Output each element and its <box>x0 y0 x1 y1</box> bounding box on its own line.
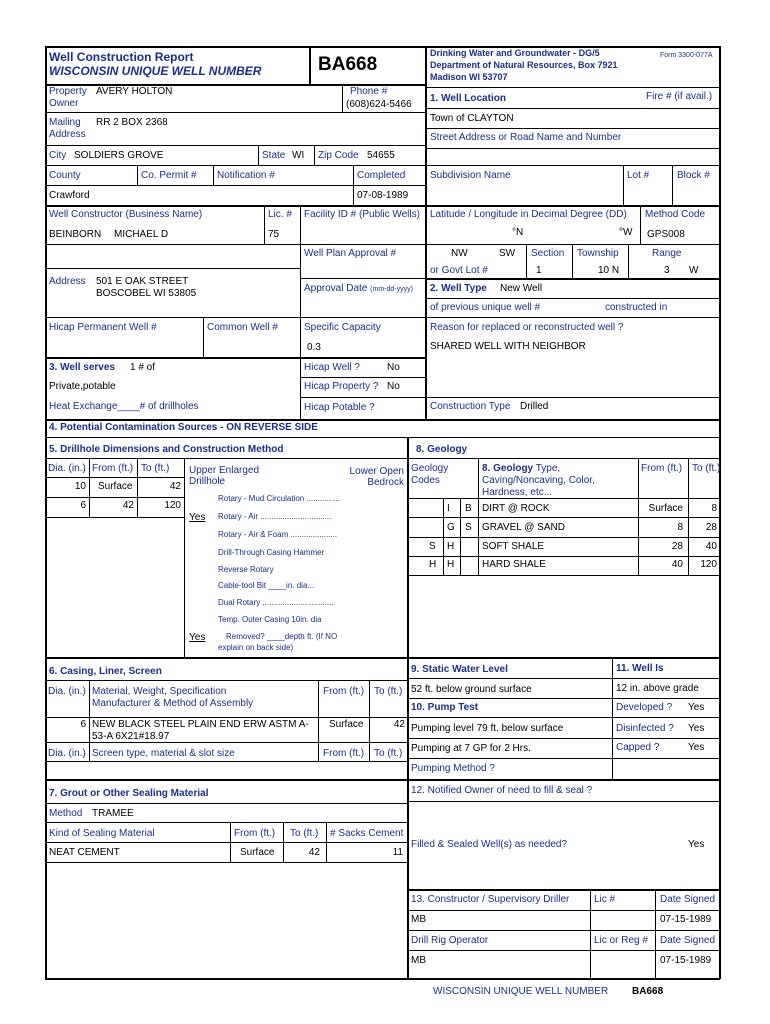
drillhole-to: 42 <box>169 481 181 492</box>
phone-label: Phone # <box>350 86 388 97</box>
grout-from-label: From (ft.) <box>234 828 276 839</box>
well-location-title: 1. Well Location <box>430 93 506 104</box>
capped-label: Capped ? <box>616 742 660 753</box>
geology-to-label: To (ft.) <box>692 463 721 474</box>
method-rotary-mud: Rotary - Mud Circulation ............... <box>218 494 340 503</box>
grout-from: Surface <box>240 847 275 858</box>
casing-material: NEW BLACK STEEL PLAIN END ERW ASTM A- <box>92 719 309 730</box>
common-well-label: Common Well # <box>207 322 278 333</box>
disinfected-label: Disinfected ? <box>616 723 674 734</box>
grout-to: 42 <box>308 847 320 858</box>
upper-enlarged-label-2: Drillhole <box>189 476 226 487</box>
casing-dia-label: Dia. (in.) <box>48 686 86 697</box>
geology-code-1: H <box>429 559 437 570</box>
lic: 75 <box>268 229 280 240</box>
drillhole-dia: 6 <box>80 500 86 511</box>
agency-line2: Department of Natural Resources, Box 7921 <box>430 60 618 70</box>
lower-open-label: Lower Open <box>349 466 404 477</box>
form-subtitle: WISCONSIN UNIQUE WELL NUMBER <box>49 64 262 78</box>
geology-to: 120 <box>700 559 717 570</box>
method-casing-hammer: Drill-Through Casing Hammer <box>218 548 325 557</box>
casing-dia: 6 <box>80 719 86 730</box>
range-direction: W <box>689 265 699 276</box>
township-value: 10 N <box>598 265 620 276</box>
static-level: 52 ft. below ground surface <box>411 684 532 695</box>
section-label: Section <box>531 248 565 259</box>
footer-well-number: BA668 <box>632 986 664 997</box>
construction-type: Drilled <box>520 401 549 412</box>
upper-enlarged-label: Upper Enlarged <box>189 465 260 476</box>
geology-to: 28 <box>705 522 717 533</box>
method-code-label: Method Code <box>645 209 706 220</box>
constructor-address-1: 501 E OAK STREET <box>96 276 189 287</box>
constructed-in-label: constructed in <box>605 302 668 313</box>
constructor-driller: MB <box>411 914 426 925</box>
drillhole-title: 5. Drillhole Dimensions and Construction Method <box>49 444 284 455</box>
city-label: City <box>49 150 67 161</box>
date-signed: 07-15-1989 <box>660 914 712 925</box>
geology-type-label-3: Hardness, etc... <box>482 487 553 498</box>
lot-label: Lot # <box>627 170 650 181</box>
pumping-rate: Pumping at 7 GP for 2 Hrs. <box>411 743 531 754</box>
construction-type-label: Construction Type <box>430 401 511 412</box>
phone: (608)624-5466 <box>346 99 412 110</box>
hicap-property: No <box>387 381 400 392</box>
range-label: Range <box>652 248 682 259</box>
mailing-label-2: Address <box>49 129 86 140</box>
reason-label: Reason for replaced or reconstructed well ? <box>430 322 624 333</box>
city: SOLDIERS GROVE <box>74 150 164 161</box>
casing-from-label: From (ft.) <box>323 686 365 697</box>
approval-date-label: Approval Date (mm-dd-yyyy) <box>304 283 413 294</box>
drill-to-label: To (ft.) <box>141 463 170 474</box>
method-reverse-rotary: Reverse Rotary <box>218 565 274 574</box>
method-rotary-air-foam: Rotary - Air & Foam ..................... <box>218 530 338 539</box>
grout-method-label: Method <box>49 808 83 819</box>
zip: 54655 <box>367 150 395 161</box>
lower-open-label-2: Bedrock <box>367 477 404 488</box>
method-temp-casing: Temp. Outer Casing 10in. dia <box>218 615 322 624</box>
casing-material-label-2: Manufacturer & Method of Assembly <box>92 698 254 709</box>
constructor-address-2: BOSCOBEL WI 53805 <box>96 288 197 299</box>
well-number: BA668 <box>318 54 378 75</box>
grout-method: TRAMEE <box>92 808 134 819</box>
casing-material-2: 53-A 6X21#18.97 <box>92 731 170 742</box>
geology-from: Surface <box>648 503 683 514</box>
previous-well-label: of previous unique well # <box>430 302 541 313</box>
signoff-lic-label: Lic # <box>594 894 616 905</box>
pumping-method-label: Pumping Method ? <box>411 763 495 774</box>
well-is-value: 12 in. above grade <box>616 683 699 694</box>
property-owner-label-2: Owner <box>49 98 79 109</box>
completed-date: 07-08-1989 <box>357 190 409 201</box>
latlong-label: Latitude / Longitude in Decimal Degree (DD) <box>430 209 627 220</box>
casing-to-label: To (ft.) <box>374 686 403 697</box>
screen-label: Screen type, material & slot size <box>92 748 235 759</box>
geology-desc: HARD SHALE <box>482 559 546 570</box>
sacks-label: # Sacks Cement <box>330 828 404 839</box>
range-value: 3 <box>664 265 670 276</box>
constructor-name-2: MICHAEL D <box>114 229 169 240</box>
footer-label: WISCONSIN UNIQUE WELL NUMBER <box>433 986 609 997</box>
pumping-level: Pumping level 79 ft. below surface <box>411 723 564 734</box>
method-rotary-air: Rotary - Air ................................ <box>218 512 332 521</box>
grout-to-label: To (ft.) <box>290 828 319 839</box>
fire-label: Fire # (if avail.) <box>646 91 713 102</box>
casing-title: 6. Casing, Liner, Screen <box>49 666 162 677</box>
well-is-title: 11. Well Is <box>616 663 664 674</box>
property-owner-label: Property <box>49 86 87 97</box>
geology-to: 40 <box>705 541 717 552</box>
method-rotary-air-mark: Yes <box>189 512 206 523</box>
county-label: County <box>49 170 81 181</box>
well-serves-type: Private,potable <box>49 381 116 392</box>
developed-label: Developed ? <box>616 702 673 713</box>
drillhole-from: 42 <box>122 500 134 511</box>
geology-code-3: B <box>465 503 472 514</box>
geology-desc: SOFT SHALE <box>482 541 545 552</box>
co-permit-label: Co. Permit # <box>141 170 197 181</box>
quarter-sw: SW <box>499 248 516 259</box>
township-label: Township <box>577 248 619 259</box>
mailing-label: Mailing <box>49 117 81 128</box>
property-owner: AVERY HOLTON <box>96 86 173 97</box>
well-serves-count: 1 # of <box>130 362 156 373</box>
sealing-kind: NEAT CEMENT <box>49 847 120 858</box>
plan-approval-label: Well Plan Approval # <box>304 248 397 259</box>
method-dual-rotary: Dual Rotary ................................ <box>218 598 334 607</box>
hicap-permanent-label: Hicap Permanent Well # <box>49 322 157 333</box>
county: Crawford <box>49 190 90 201</box>
hicap-well: No <box>387 362 400 373</box>
screen-to-label: To (ft.) <box>374 748 403 759</box>
contamination-title: 4. Potential Contamination Sources - ON REVERSE SIDE <box>49 422 318 433</box>
pump-test-title: 10. Pump Test <box>411 702 479 713</box>
geology-type-label: 8. Geology Type, <box>482 463 561 474</box>
geology-code-2: H <box>447 541 455 552</box>
screen-from-label: From (ft.) <box>323 748 365 759</box>
screen-dia-label: Dia. (in.) <box>48 748 86 759</box>
rig-operator: MB <box>411 955 426 966</box>
state-label: State <box>262 150 286 161</box>
geology-type-label-2: Caving/Noncaving, Color, <box>482 475 595 486</box>
filled-sealed: Yes <box>688 839 705 850</box>
quarter-nw: NW <box>451 248 468 259</box>
street-label: Street Address or Road Name and Number <box>430 132 622 143</box>
govt-lot-label: or Govt Lot # <box>430 265 488 276</box>
geology-code-2: G <box>447 522 455 533</box>
geology-from: 28 <box>671 541 683 552</box>
agency-line1: Drinking Water and Groundwater - DG/5 <box>430 48 600 58</box>
zip-label: Zip Code <box>318 150 359 161</box>
form-number: Form 3300-077A <box>660 52 713 59</box>
state: WI <box>292 150 305 161</box>
well-type: New Well <box>500 283 543 294</box>
well-type-title: 2. Well Type <box>430 283 487 294</box>
drillhole-from: Surface <box>98 481 133 492</box>
drillhole-to: 120 <box>164 500 181 511</box>
hicap-property-label: Hicap Property ? <box>304 381 379 392</box>
method-code: GPS008 <box>647 229 685 240</box>
lat-n-label: °N <box>512 227 524 238</box>
facility-label: Facility ID # (Public Wells) <box>304 209 420 220</box>
hicap-well-label: Hicap Well ? <box>304 362 360 373</box>
long-w-label: °W <box>619 227 633 238</box>
sacks: 11 <box>392 847 403 858</box>
agency-line3: Madison WI 53707 <box>430 72 508 82</box>
geology-to: 8 <box>711 503 717 514</box>
casing-to: 42 <box>393 719 405 730</box>
geology-desc: GRAVEL @ SAND <box>482 522 565 533</box>
capped: Yes <box>688 742 705 753</box>
specific-capacity: 0.3 <box>307 342 321 353</box>
sealing-kind-label: Kind of Sealing Material <box>49 828 155 839</box>
static-level-title: 9. Static Water Level <box>411 664 508 675</box>
casing-removed-note: explain on back side) <box>218 643 294 652</box>
casing-material-label: Material, Weight, Specification <box>92 686 227 697</box>
grout-title: 7. Grout or Other Sealing Material <box>49 788 209 799</box>
geology-from-label: From (ft.) <box>641 463 683 474</box>
specific-capacity-label: Specific Capacity <box>304 322 381 333</box>
notification-label: Notification # <box>217 170 275 181</box>
geology-codes-label: Geology <box>411 463 449 474</box>
address-label: Address <box>49 276 86 287</box>
geology-title: 8. Geology <box>416 444 468 455</box>
drillhole-dia: 10 <box>74 481 86 492</box>
hicap-potable-label: Hicap Potable ? <box>304 402 375 413</box>
subdivision-label: Subdivision Name <box>430 170 511 181</box>
geology-from: 8 <box>677 522 683 533</box>
geology-desc: DIRT @ ROCK <box>482 503 550 514</box>
disinfected: Yes <box>688 723 705 734</box>
form-title: Well Construction Report <box>49 50 194 64</box>
rig-operator-label: Drill Rig Operator <box>411 935 489 946</box>
filled-sealed-label: Filled & Sealed Well(s) as needed? <box>411 839 568 850</box>
constructor-name: BEINBORN <box>49 229 102 240</box>
casing-removed: Removed? ____depth ft. (If NO <box>226 632 338 641</box>
geology-from: 40 <box>671 559 683 570</box>
constructor-driller-label: 13. Constructor / Supervisory Driller <box>411 894 570 905</box>
casing-from: Surface <box>329 719 364 730</box>
section-value: 1 <box>536 265 542 276</box>
constructor-label: Well Constructor (Business Name) <box>49 209 203 220</box>
casing-removed-mark: Yes <box>189 632 206 643</box>
drill-dia-label: Dia. (in.) <box>48 463 86 474</box>
method-cable-tool: Cable-tool Bit ____in. dia... <box>218 581 315 590</box>
well-serves-title: 3. Well serves <box>49 362 115 373</box>
date-signed-2: 07-15-1989 <box>660 955 712 966</box>
block-label: Block # <box>677 170 710 181</box>
geology-code-1: S <box>429 541 436 552</box>
drill-from-label: From (ft.) <box>92 463 134 474</box>
geology-code-2: I <box>447 503 450 514</box>
lic-reg-label: Lic or Reg # <box>594 935 648 946</box>
lic-label: Lic. # <box>268 209 292 220</box>
geology-code-2: H <box>447 559 455 570</box>
geology-code-3: S <box>465 522 472 533</box>
date-signed-label-2: Date Signed <box>660 935 716 946</box>
reason: SHARED WELL WITH NEIGHBOR <box>430 341 586 352</box>
date-signed-label: Date Signed <box>660 894 716 905</box>
completed-label: Completed <box>357 170 406 181</box>
geology-codes-label-2: Codes <box>411 475 440 486</box>
town: Town of CLAYTON <box>430 113 514 124</box>
mailing-address: RR 2 BOX 2368 <box>96 117 168 128</box>
notified-owner-label: 12. Notified Owner of need to fill & seal ? <box>411 785 593 796</box>
developed: Yes <box>688 702 705 713</box>
heat-exchange-label: Heat Exchange____# of drillholes <box>49 401 199 412</box>
